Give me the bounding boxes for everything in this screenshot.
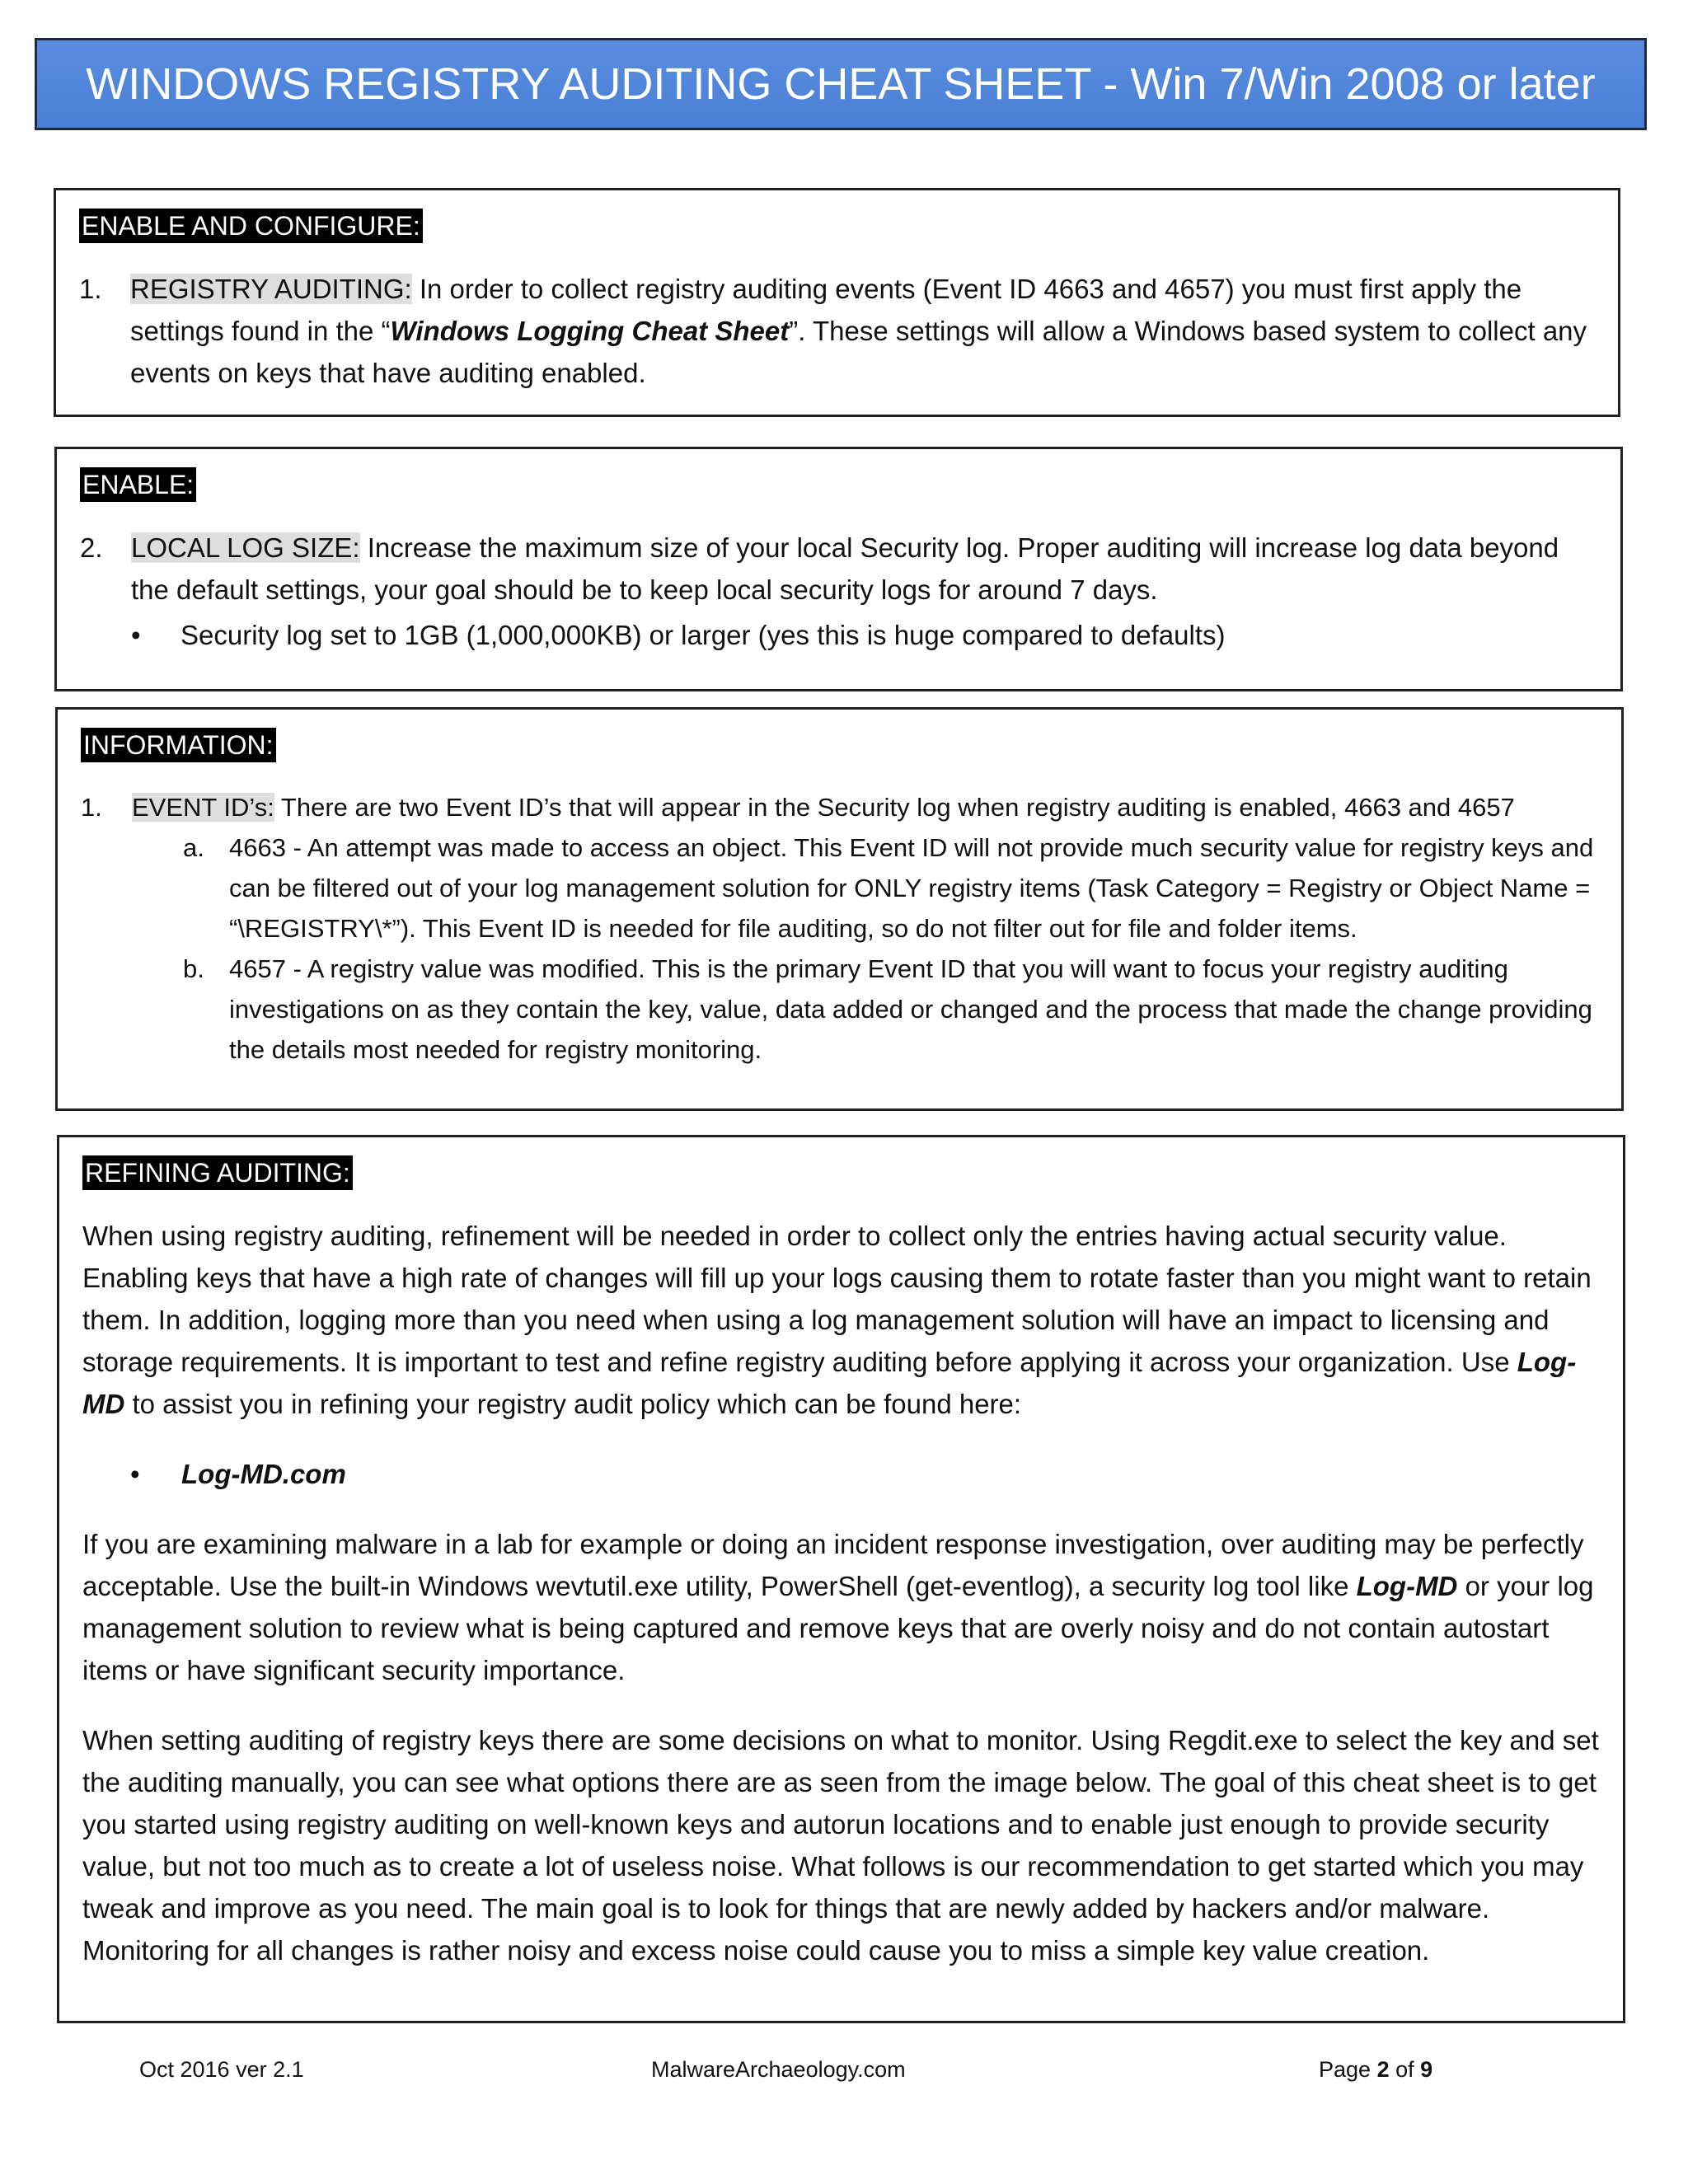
item-label: REGISTRY AUDITING: [130, 274, 412, 304]
item-text: There are two Event ID’s that will appear in the Security log when registry auditing is enabled, 4663 and 4657 [274, 793, 1515, 822]
reference-title: Windows Logging Cheat Sheet [390, 316, 790, 346]
bullet-text: Security log set to 1GB (1,000,000KB) or larger (yes this is huge compared to defaults) [181, 620, 1226, 650]
footer-website: MalwareArchaeology.com [651, 2057, 906, 2082]
list-item [80, 527, 1597, 611]
section-header: REFINING AUDITING: [82, 1155, 353, 1190]
current-page: 2 [1376, 2057, 1390, 2082]
list-number: 1. [81, 793, 102, 822]
bullet-item [80, 614, 1597, 656]
section-enable-and-configure [54, 188, 1620, 417]
page-title: WINDOWS REGISTRY AUDITING CHEAT SHEET - Win 7/Win 2008 or later [86, 59, 1596, 109]
sub-item-a [81, 827, 1598, 949]
paragraph-text: When using registry auditing, refinement will be needed in order to collect only the entries having actual security value. Enabling keys that have a high rate of changes will fill up your logs causing them to rotate faster than you might want to retain them. In addition, logging more than you need when using a log management solution will have an impact to licensing and storage requirements. It is important to test and refine registry auditing before applying it across your organization. Use [82, 1221, 1592, 1377]
item-label: LOCAL LOG SIZE: [131, 532, 360, 563]
list-number: 1. [79, 274, 102, 304]
sub-item-letter: a. [183, 833, 204, 862]
section-header: ENABLE AND CONFIGURE: [79, 209, 423, 243]
section-information [55, 707, 1624, 1111]
list-number: 2. [80, 532, 103, 563]
sub-item-text: 4663 - An attempt was made to access an object. This Event ID will not provide much security value for registry keys and can be filtered out of your log management solution for ONLY registry items (Task Category = Registry or Object Name = “\REGISTRY\*”). This Event ID is needed for file auditing, so do not filter out for file and folder items. [229, 833, 1594, 943]
bullet-icon: • [130, 1459, 140, 1489]
item-text: Increase the maximum size of your local Security log. Proper auditing will increase log data beyond the default settings, your goal should be to keep local security logs for around 7 days. [131, 532, 1559, 605]
paragraph-text: to assist you in refining your registry audit policy which can be found here: [124, 1389, 1022, 1419]
paragraph [82, 1523, 1600, 1691]
bullet-item [82, 1453, 1600, 1495]
item-label: EVENT ID’s: [132, 793, 274, 822]
sub-item-b [81, 949, 1598, 1070]
log-md-link[interactable]: Log-MD.com [181, 1459, 346, 1489]
section-header: INFORMATION: [81, 728, 276, 762]
paragraph: When setting auditing of registry keys there are some decisions on what to monitor. Using Regdit.exe to select the key and set the auditing manually, you can see what options there are as seen from the image below. The goal of this cheat sheet is to get you started using registry auditing on well-known keys and autorun locations and to enable just enough to provide security value, but not too much as to create a lot of useless noise. What follows is our recommendation to get started which you may tweak and improve as you need. The main goal is to look for things that are newly added by hackers and/or malware. Monitoring for all changes is rather noisy and excess noise could cause you to miss a simple key value creation. [82, 1725, 1599, 1966]
item-text: In order to collect registry auditing events (Event ID 4663 and 4657) you must first apply the settings found in the “ [130, 274, 1522, 346]
page-word: Page [1319, 2057, 1377, 2082]
list-item [79, 268, 1595, 394]
section-enable [54, 447, 1623, 691]
paragraph-text: If you are examining malware in a lab for example or doing an incident response investigation, over auditing may be perfectly acceptable. Use the built-in Windows wevtutil.exe utility, PowerShell (get-eventlog), a security log tool like [82, 1529, 1584, 1601]
sub-item-letter: b. [183, 954, 204, 983]
item-text: ”. These settings will allow a Windows based system to collect any events on keys that have auditing enabled. [130, 316, 1587, 388]
footer-page-number [1319, 2055, 1432, 2083]
total-pages: 9 [1420, 2057, 1433, 2082]
paragraph-text: or your log management solution to review what is being captured and remove keys that are overly noisy and do not contain autostart items or have significant security importance. [82, 1571, 1594, 1685]
footer-date-version: Oct 2016 ver 2.1 [139, 2057, 304, 2082]
log-md-name: Log-MD [1356, 1571, 1458, 1601]
log-md-name: Log-MD [82, 1347, 1577, 1419]
page-title-banner [35, 38, 1647, 130]
sub-item-text: 4657 - A registry value was modified. This is the primary Event ID that you will want to focus your registry auditing investigations on as they contain the key, value, data added or changed and the process that made the change providing the details most needed for registry monitoring. [229, 954, 1592, 1064]
bullet-icon: • [131, 620, 141, 650]
list-item [81, 787, 1598, 827]
paragraph [82, 1215, 1600, 1425]
section-refining-auditing [57, 1135, 1625, 2023]
section-header: ENABLE: [80, 467, 196, 502]
of-word: of [1389, 2057, 1421, 2082]
